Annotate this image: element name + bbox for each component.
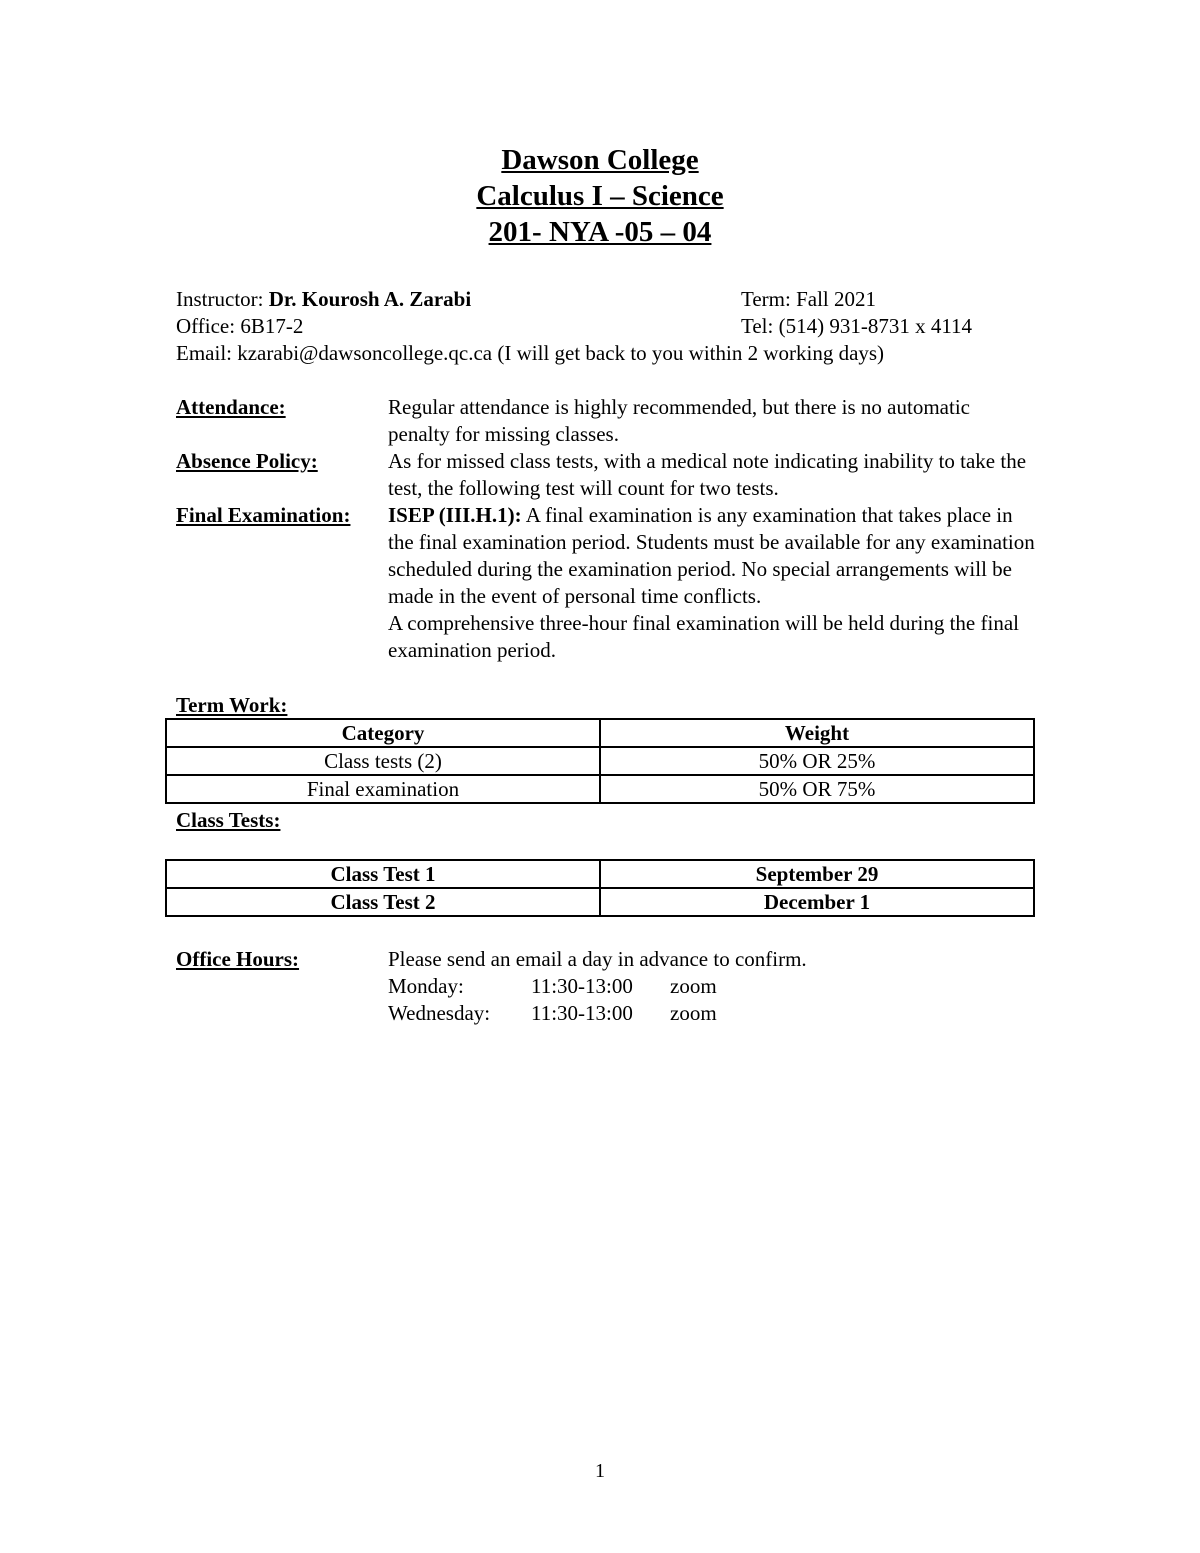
instructor-row (176, 286, 1026, 313)
weight-header: Weight (600, 719, 1034, 747)
page-number: 1 (595, 1460, 605, 1482)
office-hours-note-row (176, 946, 1036, 973)
test-name-cell: Class Test 1 (166, 860, 600, 888)
category-header: Category (166, 719, 600, 747)
office-hours-label: Office Hours: (176, 947, 300, 971)
office-hours-row (176, 1000, 1036, 1027)
table-header-row (166, 719, 1034, 747)
term: Term: Fall 2021 (741, 287, 877, 311)
telephone: Tel: (514) 931-8731 x 4114 (741, 314, 973, 338)
attendance-label: Attendance: (176, 395, 286, 419)
test-date-cell: December 1 (600, 888, 1034, 916)
policies-block (176, 394, 1036, 664)
attendance-text: Regular attendance is highly recommended, but there is no automatic penalty for missing classes. (388, 395, 970, 446)
course-code: 201- NYA -05 – 04 (488, 216, 712, 248)
final-exam-format: A comprehensive three-hour final examination will be held during the final examination period. (388, 611, 1019, 662)
term-work-table (165, 718, 1035, 804)
contact-block (176, 286, 1026, 367)
table-row (166, 775, 1034, 803)
office: Office: 6B17-2 (176, 314, 304, 338)
isep-reference: ISEP (III.H.1): (388, 503, 522, 527)
weight-cell: 50% OR 75% (600, 775, 1034, 803)
course-title: Calculus I – Science (476, 180, 724, 212)
table-row (166, 747, 1034, 775)
office-hours-day: Wednesday: (388, 1001, 491, 1025)
absence-policy (176, 448, 1036, 502)
college-name: Dawson College (501, 144, 699, 176)
class-tests-table (165, 859, 1035, 917)
final-exam-text: A final examination is any examination that takes place in the final examination period. Students must be available for any examination scheduled during the examination period. No special arrangements will be made in the event of personal time conflicts. (388, 503, 1035, 608)
final-exam-policy (176, 502, 1036, 664)
instructor-name: Dr. Kourosh A. Zarabi (268, 287, 472, 311)
office-hours-block (176, 946, 1036, 1027)
term-work-label: Term Work: (176, 693, 288, 717)
office-hours-day: Monday: (388, 974, 464, 998)
test-date-cell: September 29 (600, 860, 1034, 888)
office-hours-row (176, 973, 1036, 1000)
table-row (166, 888, 1034, 916)
office-hours-note: Please send an email a day in advance to confirm. (388, 947, 807, 971)
office-hours-time: 11:30-13:00 (531, 974, 633, 998)
category-cell: Final examination (166, 775, 600, 803)
office-hours-location: zoom (670, 1001, 717, 1025)
class-tests-label: Class Tests: (176, 808, 281, 832)
title-block (0, 142, 1200, 250)
category-cell: Class tests (2) (166, 747, 600, 775)
office-row (176, 313, 1026, 340)
attendance-policy (176, 394, 1036, 448)
email: Email: kzarabi@dawsoncollege.qc.ca (I will get back to you within 2 working days) (176, 341, 885, 365)
office-hours-location: zoom (670, 974, 717, 998)
weight-cell: 50% OR 25% (600, 747, 1034, 775)
absence-text: As for missed class tests, with a medical note indicating inability to take the test, the following test will count for two tests. (388, 449, 1027, 500)
absence-label: Absence Policy: (176, 449, 318, 473)
email-row (176, 340, 1026, 367)
table-row (166, 860, 1034, 888)
instructor-label: Instructor: (176, 287, 269, 311)
office-hours-time: 11:30-13:00 (531, 1001, 633, 1025)
final-exam-label: Final Examination: (176, 503, 351, 527)
test-name-cell: Class Test 2 (166, 888, 600, 916)
